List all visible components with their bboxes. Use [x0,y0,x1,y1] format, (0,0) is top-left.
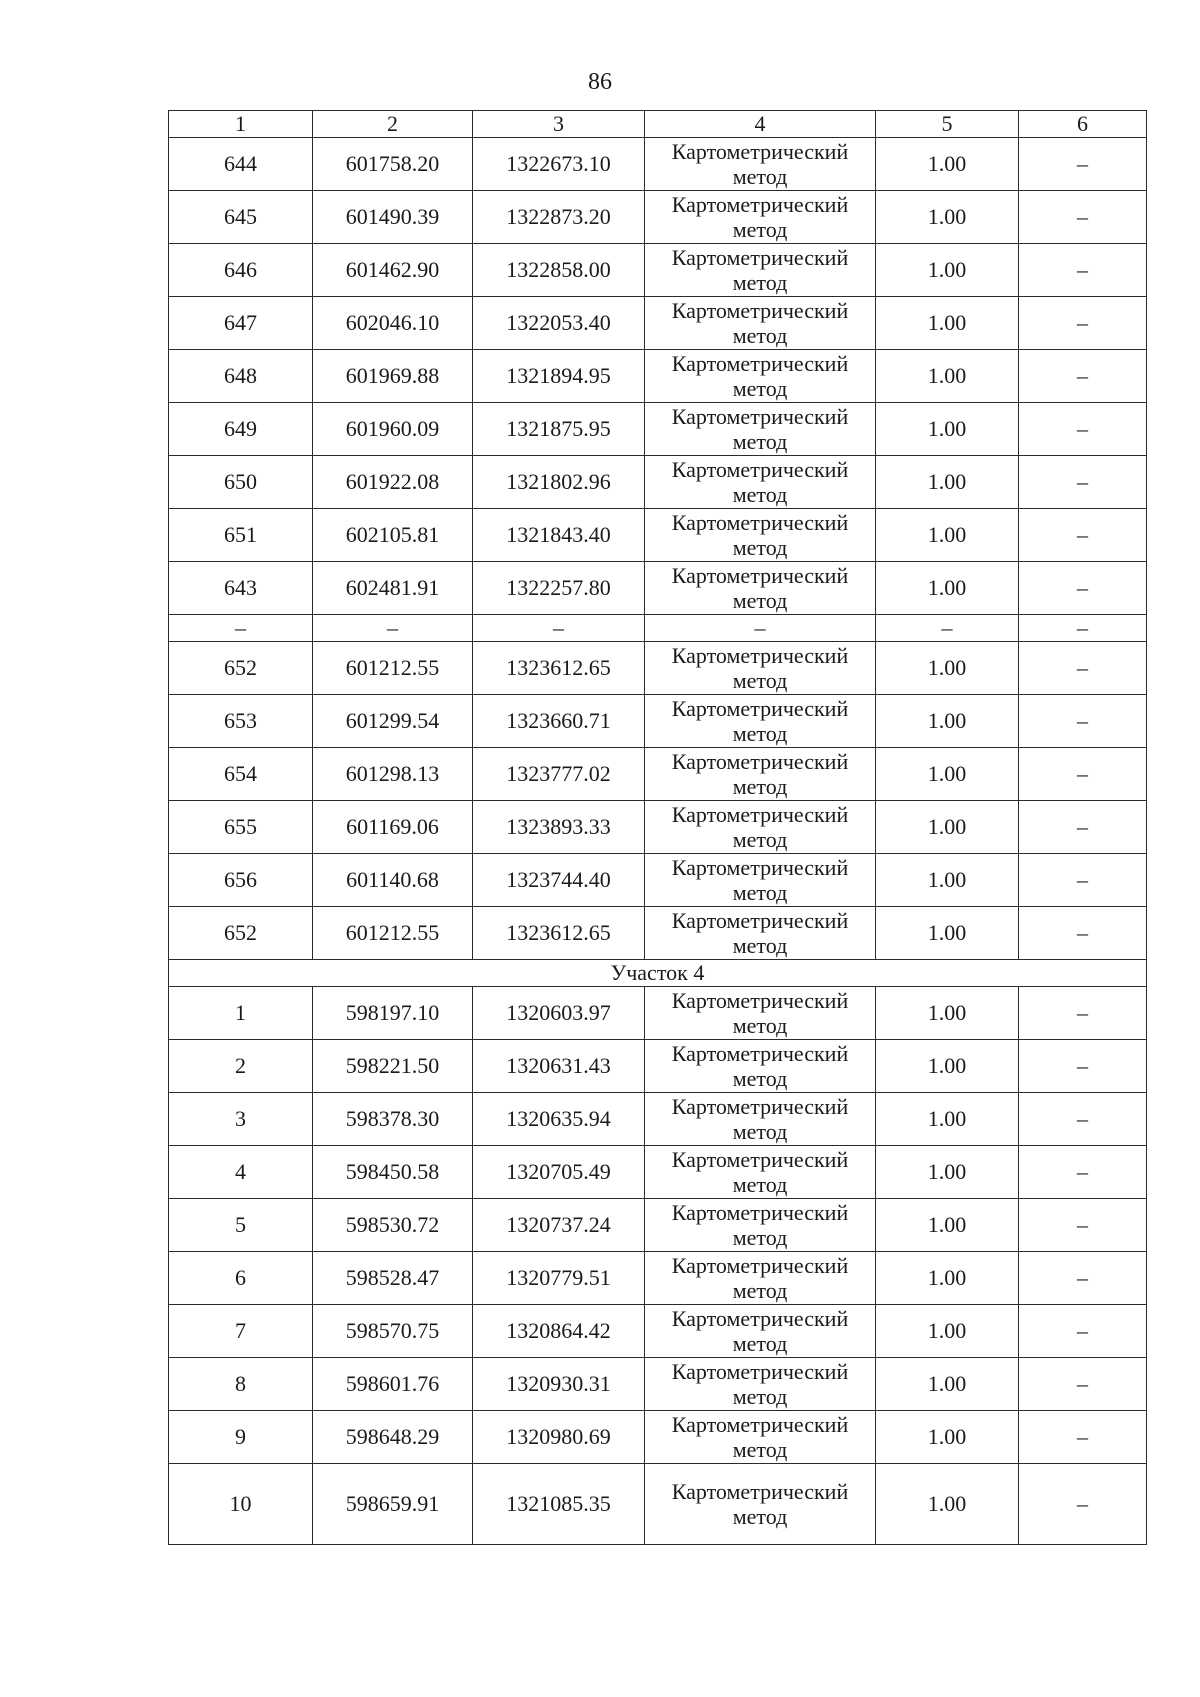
table-row [169,562,1147,615]
method-line-2: метод [732,1119,788,1144]
table-row [169,1093,1147,1146]
column-header: 6 [1019,111,1147,138]
separator-cell: – [473,615,645,642]
point-number-cell: 650 [169,456,313,509]
method-line-2: метод [732,774,788,799]
table-row [169,1252,1147,1305]
y-coordinate-cell: 1320737.24 [473,1199,645,1252]
y-coordinate-cell: 1323612.65 [473,642,645,695]
method-line-1: Картометрический [671,351,849,376]
description-cell: – [1019,1146,1147,1199]
method-line-1: Картометрический [671,139,849,164]
description-cell: – [1019,562,1147,615]
description-cell: – [1019,1411,1147,1464]
method-cell [645,456,876,509]
separator-cell: – [169,615,313,642]
x-coordinate-cell: 602481.91 [313,562,473,615]
accuracy-cell: 1.00 [876,191,1019,244]
method-cell [645,1093,876,1146]
point-number-cell: 2 [169,1040,313,1093]
accuracy-cell: 1.00 [876,642,1019,695]
method-line-1: Картометрический [671,1306,849,1331]
x-coordinate-cell: 601140.68 [313,854,473,907]
description-cell: – [1019,1464,1147,1545]
header-row [169,111,1147,138]
description-cell: – [1019,509,1147,562]
method-line-1: Картометрический [671,1147,849,1172]
method-line-1: Картометрический [671,749,849,774]
y-coordinate-cell: 1321894.95 [473,350,645,403]
description-cell: – [1019,244,1147,297]
point-number-cell: 645 [169,191,313,244]
method-line-2: метод [732,668,788,693]
y-coordinate-cell: 1321085.35 [473,1464,645,1545]
method-cell [645,297,876,350]
point-number-cell: 644 [169,138,313,191]
accuracy-cell: 1.00 [876,138,1019,191]
point-number-cell: 653 [169,695,313,748]
method-cell [645,1199,876,1252]
x-coordinate-cell: 601960.09 [313,403,473,456]
method-cell [645,1252,876,1305]
y-coordinate-cell: 1323777.02 [473,748,645,801]
x-coordinate-cell: 598378.30 [313,1093,473,1146]
y-coordinate-cell: 1320779.51 [473,1252,645,1305]
y-coordinate-cell: 1320705.49 [473,1146,645,1199]
x-coordinate-cell: 602046.10 [313,297,473,350]
description-cell: – [1019,854,1147,907]
y-coordinate-cell: 1322257.80 [473,562,645,615]
accuracy-cell: 1.00 [876,801,1019,854]
accuracy-cell: 1.00 [876,403,1019,456]
method-line-2: метод [732,933,788,958]
method-line-1: Картометрический [671,696,849,721]
method-cell [645,1040,876,1093]
accuracy-cell: 1.00 [876,1358,1019,1411]
column-header: 2 [313,111,473,138]
method-line-1: Картометрический [671,1479,849,1504]
table-row [169,509,1147,562]
table-row [169,801,1147,854]
x-coordinate-cell: 598601.76 [313,1358,473,1411]
method-line-1: Картометрический [671,1094,849,1119]
table-row [169,1411,1147,1464]
point-number-cell: 1 [169,987,313,1040]
x-coordinate-cell: 598659.91 [313,1464,473,1545]
y-coordinate-cell: 1320864.42 [473,1305,645,1358]
method-line-1: Картометрический [671,855,849,880]
point-number-cell: 649 [169,403,313,456]
description-cell: – [1019,191,1147,244]
x-coordinate-cell: 601490.39 [313,191,473,244]
y-coordinate-cell: 1323660.71 [473,695,645,748]
accuracy-cell: 1.00 [876,1040,1019,1093]
accuracy-cell: 1.00 [876,1199,1019,1252]
method-line-1: Картометрический [671,1200,849,1225]
point-number-cell: 647 [169,297,313,350]
y-coordinate-cell: 1322673.10 [473,138,645,191]
method-line-1: Картометрический [671,643,849,668]
point-number-cell: 9 [169,1411,313,1464]
separator-cell: – [313,615,473,642]
x-coordinate-cell: 601462.90 [313,244,473,297]
point-number-cell: 3 [169,1093,313,1146]
point-number-cell: 7 [169,1305,313,1358]
point-number-cell: 651 [169,509,313,562]
method-line-1: Картометрический [671,1253,849,1278]
y-coordinate-cell: 1320631.43 [473,1040,645,1093]
y-coordinate-cell: 1323744.40 [473,854,645,907]
x-coordinate-cell: 598648.29 [313,1411,473,1464]
y-coordinate-cell: 1321843.40 [473,509,645,562]
accuracy-cell: 1.00 [876,297,1019,350]
method-cell [645,987,876,1040]
accuracy-cell: 1.00 [876,907,1019,960]
column-header: 3 [473,111,645,138]
accuracy-cell: 1.00 [876,1464,1019,1545]
column-header: 5 [876,111,1019,138]
column-header: 4 [645,111,876,138]
accuracy-cell: 1.00 [876,1093,1019,1146]
method-line-2: метод [732,270,788,295]
description-cell: – [1019,297,1147,350]
table-row [169,456,1147,509]
accuracy-cell: 1.00 [876,748,1019,801]
accuracy-cell: 1.00 [876,456,1019,509]
y-coordinate-cell: 1322858.00 [473,244,645,297]
y-coordinate-cell: 1322873.20 [473,191,645,244]
method-line-2: метод [732,1066,788,1091]
method-cell [645,854,876,907]
y-coordinate-cell: 1320635.94 [473,1093,645,1146]
method-cell [645,1305,876,1358]
table-row [169,748,1147,801]
method-line-2: метод [732,1278,788,1303]
description-cell: – [1019,1040,1147,1093]
accuracy-cell: 1.00 [876,562,1019,615]
accuracy-cell: 1.00 [876,350,1019,403]
description-cell: – [1019,1305,1147,1358]
table-row [169,1464,1147,1545]
x-coordinate-cell: 602105.81 [313,509,473,562]
method-line-2: метод [732,1437,788,1462]
method-line-1: Картометрический [671,563,849,588]
method-line-2: метод [732,1225,788,1250]
method-line-1: Картометрический [671,245,849,270]
description-cell: – [1019,1199,1147,1252]
point-number-cell: 5 [169,1199,313,1252]
table-row [169,1146,1147,1199]
separator-cell: – [876,615,1019,642]
method-line-2: метод [732,721,788,746]
table-row [169,350,1147,403]
method-cell [645,403,876,456]
x-coordinate-cell: 601169.06 [313,801,473,854]
method-cell [645,1464,876,1545]
method-line-2: метод [732,588,788,613]
method-line-1: Картометрический [671,988,849,1013]
table-row [169,1358,1147,1411]
description-cell: – [1019,1252,1147,1305]
x-coordinate-cell: 601299.54 [313,695,473,748]
point-number-cell: 8 [169,1358,313,1411]
method-line-1: Картометрический [671,298,849,323]
method-line-1: Картометрический [671,404,849,429]
method-line-1: Картометрический [671,192,849,217]
accuracy-cell: 1.00 [876,1411,1019,1464]
point-number-cell: 654 [169,748,313,801]
x-coordinate-cell: 601212.55 [313,907,473,960]
description-cell: – [1019,695,1147,748]
column-header: 1 [169,111,313,138]
description-cell: – [1019,1358,1147,1411]
method-line-2: метод [732,1013,788,1038]
method-line-1: Картометрический [671,510,849,535]
table-row [169,297,1147,350]
accuracy-cell: 1.00 [876,987,1019,1040]
table-row [169,695,1147,748]
table-row [169,138,1147,191]
separator-cell: – [645,615,876,642]
y-coordinate-cell: 1323893.33 [473,801,645,854]
table-row [169,1199,1147,1252]
point-number-cell: 4 [169,1146,313,1199]
separator-cell: – [1019,615,1147,642]
method-line-2: метод [732,827,788,852]
accuracy-cell: 1.00 [876,695,1019,748]
point-number-cell: 655 [169,801,313,854]
point-number-cell: 10 [169,1464,313,1545]
method-line-1: Картометрический [671,1359,849,1384]
page-number: 86 [588,69,612,95]
method-line-2: метод [732,323,788,348]
x-coordinate-cell: 598570.75 [313,1305,473,1358]
accuracy-cell: 1.00 [876,509,1019,562]
method-cell [645,748,876,801]
x-coordinate-cell: 598530.72 [313,1199,473,1252]
x-coordinate-cell: 601212.55 [313,642,473,695]
point-number-cell: 648 [169,350,313,403]
method-cell [645,907,876,960]
section-row [169,960,1147,987]
method-cell [645,191,876,244]
method-cell [645,562,876,615]
method-cell [645,695,876,748]
description-cell: – [1019,642,1147,695]
table-row [169,642,1147,695]
accuracy-cell: 1.00 [876,244,1019,297]
method-line-2: метод [732,164,788,189]
y-coordinate-cell: 1320930.31 [473,1358,645,1411]
point-number-cell: 6 [169,1252,313,1305]
separator-row [169,615,1147,642]
x-coordinate-cell: 598450.58 [313,1146,473,1199]
point-number-cell: 646 [169,244,313,297]
point-number-cell: 643 [169,562,313,615]
method-line-2: метод [732,217,788,242]
table-row [169,907,1147,960]
description-cell: – [1019,138,1147,191]
point-number-cell: 652 [169,642,313,695]
method-line-2: метод [732,535,788,560]
table-row [169,191,1147,244]
accuracy-cell: 1.00 [876,1305,1019,1358]
method-cell [645,1146,876,1199]
accuracy-cell: 1.00 [876,854,1019,907]
x-coordinate-cell: 598528.47 [313,1252,473,1305]
table-row [169,1305,1147,1358]
x-coordinate-cell: 598197.10 [313,987,473,1040]
method-cell [645,1411,876,1464]
method-line-2: метод [732,482,788,507]
method-cell [645,509,876,562]
method-line-2: метод [732,1331,788,1356]
method-line-1: Картометрический [671,1412,849,1437]
description-cell: – [1019,748,1147,801]
x-coordinate-cell: 598221.50 [313,1040,473,1093]
accuracy-cell: 1.00 [876,1146,1019,1199]
coordinates-table [168,110,1147,1545]
y-coordinate-cell: 1322053.40 [473,297,645,350]
table-row [169,1040,1147,1093]
y-coordinate-cell: 1321802.96 [473,456,645,509]
description-cell: – [1019,456,1147,509]
point-number-cell: 656 [169,854,313,907]
method-line-2: метод [732,1504,788,1529]
method-line-2: метод [732,1384,788,1409]
method-line-2: метод [732,376,788,401]
x-coordinate-cell: 601969.88 [313,350,473,403]
table-row [169,403,1147,456]
table-row [169,244,1147,297]
method-line-1: Картометрический [671,1041,849,1066]
method-line-2: метод [732,880,788,905]
y-coordinate-cell: 1323612.65 [473,907,645,960]
table-row [169,987,1147,1040]
x-coordinate-cell: 601758.20 [313,138,473,191]
description-cell: – [1019,350,1147,403]
description-cell: – [1019,801,1147,854]
method-line-2: метод [732,429,788,454]
method-line-1: Картометрический [671,457,849,482]
table-row [169,854,1147,907]
description-cell: – [1019,907,1147,960]
accuracy-cell: 1.00 [876,1252,1019,1305]
method-line-2: метод [732,1172,788,1197]
y-coordinate-cell: 1321875.95 [473,403,645,456]
y-coordinate-cell: 1320980.69 [473,1411,645,1464]
method-cell [645,350,876,403]
method-cell [645,1358,876,1411]
description-cell: – [1019,403,1147,456]
method-cell [645,801,876,854]
x-coordinate-cell: 601298.13 [313,748,473,801]
method-line-1: Картометрический [671,802,849,827]
method-cell [645,244,876,297]
method-cell [645,138,876,191]
description-cell: – [1019,1093,1147,1146]
method-cell [645,642,876,695]
y-coordinate-cell: 1320603.97 [473,987,645,1040]
x-coordinate-cell: 601922.08 [313,456,473,509]
point-number-cell: 652 [169,907,313,960]
section-title: Участок 4 [169,960,1147,987]
description-cell: – [1019,987,1147,1040]
method-line-1: Картометрический [671,908,849,933]
